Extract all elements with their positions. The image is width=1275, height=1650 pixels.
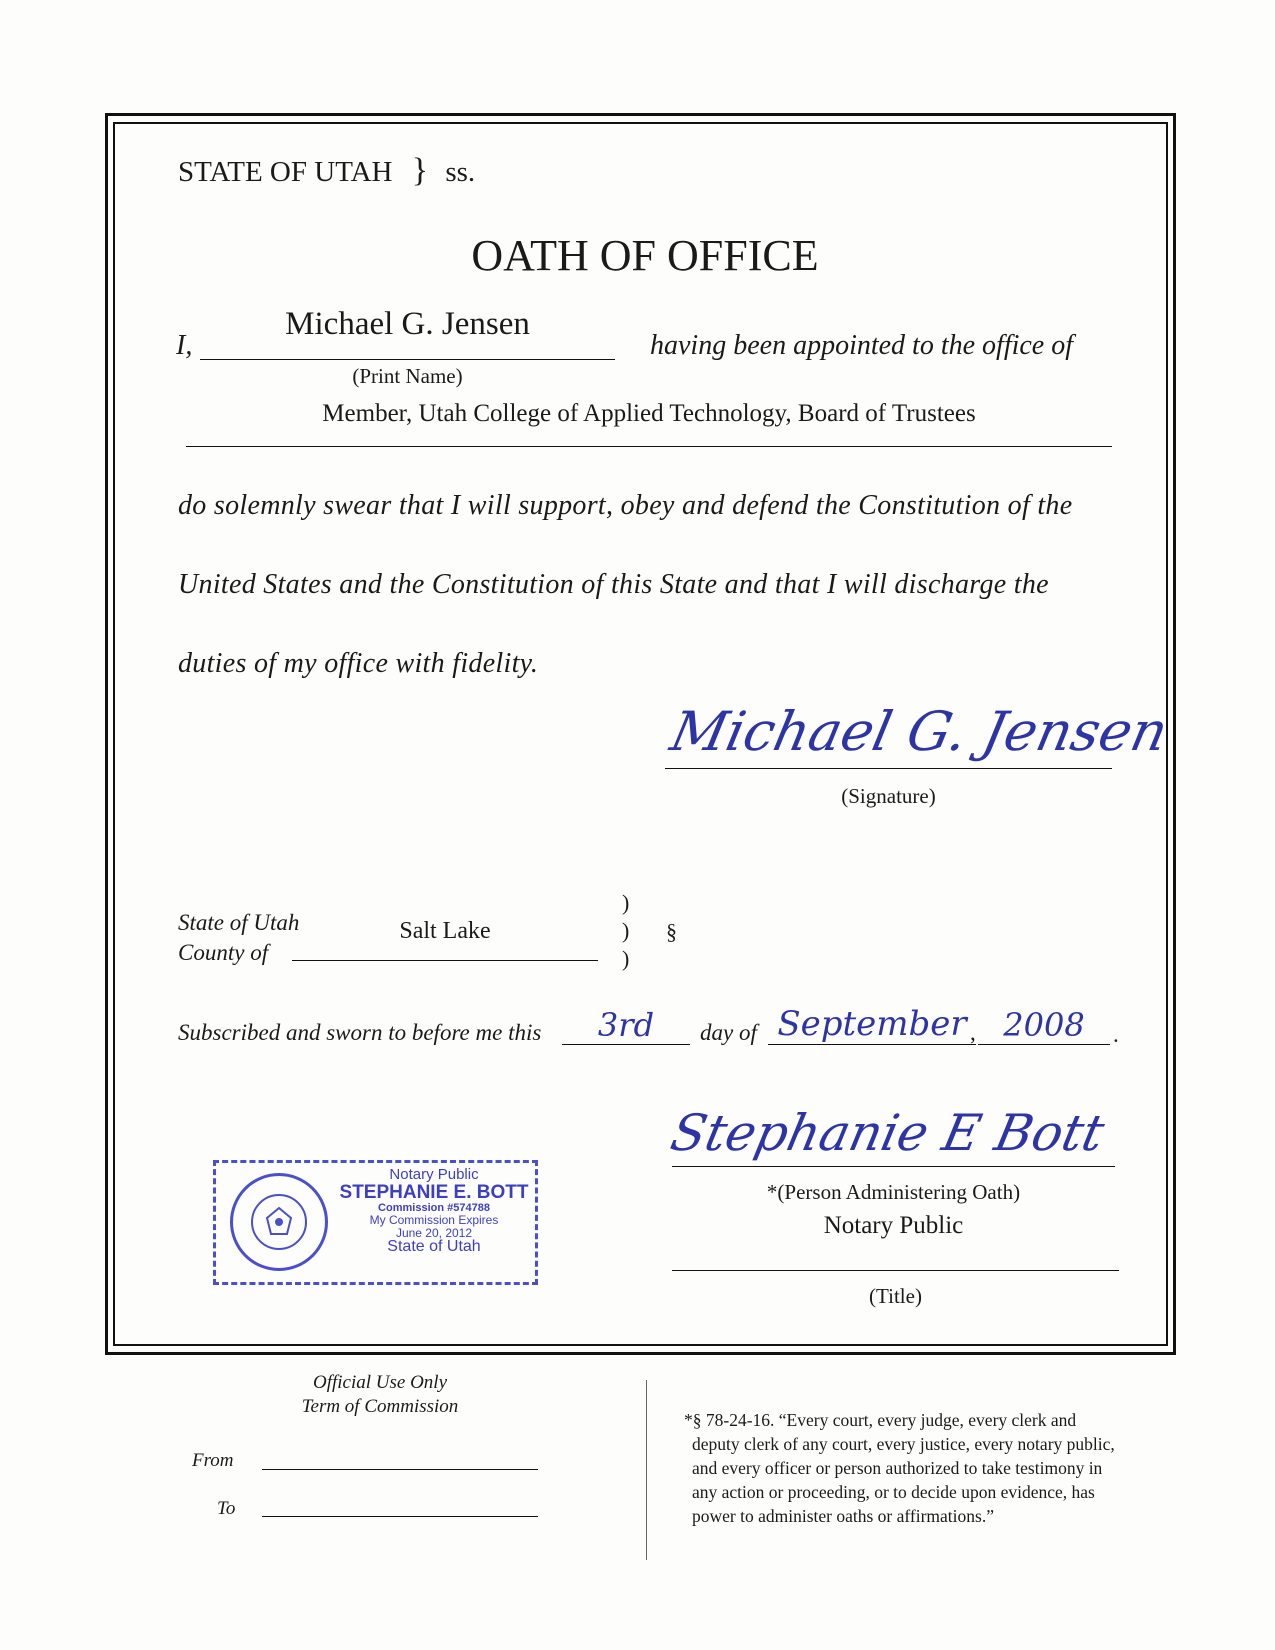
appointee-name: Michael G. Jensen [285, 306, 530, 342]
oath-line-1: do solemnly swear that I will support, obey and defend the Constitution of the [178, 490, 1073, 521]
signature-line [665, 768, 1112, 769]
official-use-heading: Official Use Only [312, 1372, 448, 1393]
from-line [262, 1469, 538, 1470]
paren-1: ) [622, 890, 630, 915]
stamp-line-1: Notary Public [389, 1166, 479, 1183]
notary-signature: Stephanie E Bott [665, 1104, 1110, 1162]
county-value: Salt Lake [399, 918, 491, 944]
page-title: OATH OF OFFICE [471, 231, 819, 280]
period: . [1113, 1022, 1119, 1047]
state-of-utah-label: State of Utah [178, 910, 300, 935]
state-seal-icon [230, 1173, 328, 1271]
paren-2: ) [622, 918, 630, 943]
day-line [562, 1044, 690, 1045]
county-line [292, 960, 598, 961]
stamp-line-4: My Commission Expires [369, 1213, 499, 1228]
sworn-day: 3rd [597, 1006, 655, 1044]
sworn-prefix: Subscribed and sworn to before me this [178, 1020, 542, 1045]
footnote-line-3: and every officer or person authorized to take testimony in [692, 1458, 1103, 1478]
name-line [200, 359, 615, 360]
stamp-line-3: Commission #574788 [378, 1201, 490, 1214]
title-caption: (Title) [869, 1284, 922, 1308]
appointee-signature: Michael G. Jensen [665, 700, 1174, 763]
sworn-year: 2008 [1003, 1006, 1085, 1044]
notary-stamp [213, 1160, 538, 1285]
stamp-line-6: State of Utah [387, 1238, 481, 1256]
statute-footnote [684, 1408, 1184, 1528]
stamp-line-5: June 20, 2012 [395, 1225, 473, 1240]
appointed-text: having been appointed to the office of [650, 330, 1074, 361]
from-label: From [192, 1450, 234, 1471]
comma: , [970, 1020, 976, 1045]
footnote-line-2: deputy clerk of any court, every justice, every notary public, [692, 1434, 1115, 1454]
oath-line-2: United States and the Constitution of this State and that I will discharge the [178, 569, 1049, 600]
stamp-line-2: STEPHANIE E. BOTT [339, 1181, 529, 1203]
stamp-text-block [334, 1167, 534, 1256]
state-heading [178, 152, 475, 190]
county-of-label: County of [178, 940, 269, 965]
to-label: To [217, 1498, 236, 1519]
section-mark: § [666, 919, 677, 944]
office-name: Member, Utah College of Applied Technology, Board of Trustees [322, 400, 976, 427]
day-of-label: day of [700, 1020, 757, 1045]
footer-divider [646, 1380, 647, 1560]
i-prefix: I, [176, 330, 193, 361]
month-line [768, 1044, 976, 1045]
administrator-caption: *(Person Administering Oath) [766, 1180, 1021, 1204]
to-line [262, 1516, 538, 1517]
footnote-line-5: power to administer oaths or affirmations.” [692, 1506, 994, 1526]
oath-line-3: duties of my office with fidelity. [178, 648, 539, 679]
office-line [186, 446, 1112, 447]
paren-3: ) [622, 946, 630, 971]
print-name-caption: (Print Name) [352, 364, 463, 388]
year-line [978, 1044, 1110, 1045]
title-value: Notary Public [823, 1212, 964, 1239]
sworn-month: September [777, 1004, 967, 1044]
administrator-line [672, 1166, 1115, 1167]
state-label: STATE OF UTAH [178, 156, 393, 188]
footnote-line-1: *§ 78-24-16. “Every court, every judge, every clerk and [684, 1410, 1077, 1430]
footnote-line-4: any action or proceeding, or to decide upon evidence, has [692, 1482, 1095, 1502]
brace: } [411, 152, 429, 189]
term-heading: Term of Commission [301, 1396, 459, 1417]
ss-label: ss. [445, 156, 476, 188]
title-line [672, 1270, 1119, 1271]
signature-caption: (Signature) [841, 784, 936, 808]
